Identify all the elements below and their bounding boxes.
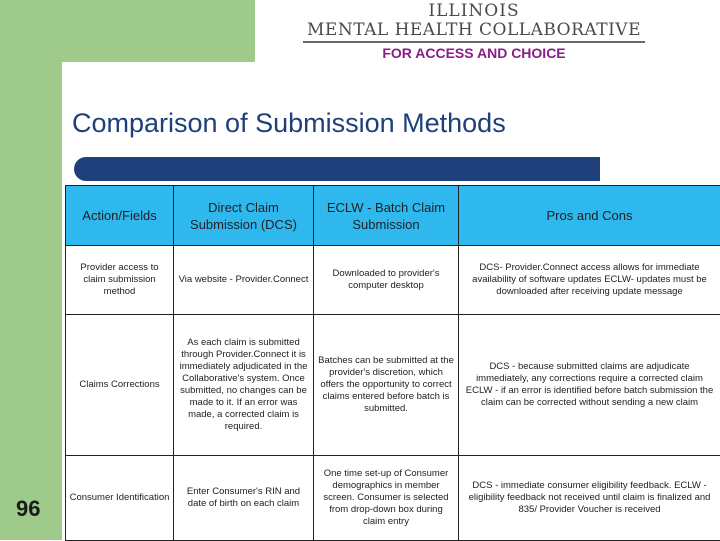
row-label: Claims Corrections	[66, 315, 174, 456]
header-dcs: Direct Claim Submission (DCS)	[174, 186, 314, 246]
table-row	[66, 246, 720, 315]
logo-line-2: MENTAL HEALTH COLLABORATIVE	[303, 20, 645, 43]
organization-logo	[298, 2, 650, 64]
top-green-band	[0, 0, 255, 62]
dcs-cell: Via website - Provider.Connect	[174, 246, 314, 315]
header-eclw: ECLW - Batch Claim Submission	[314, 186, 459, 246]
eclw-cell: One time set-up of Consumer demographics in member screen. Consumer is selected from drop-down box during claim entry	[314, 456, 459, 541]
table-header-row	[66, 186, 720, 246]
row-label: Provider access to claim submission method	[66, 246, 174, 315]
comparison-table	[65, 185, 720, 541]
eclw-cell: Batches can be submitted at the provider's discretion, which offers the opportunity to correct claims entered before batch is submitted.	[314, 315, 459, 456]
table-row	[66, 315, 720, 456]
dcs-cell: As each claim is submitted through Provider.Connect it is immediately adjudicated in the Collaborative's system. Once submitted, no changes can be made to it. If an error was made, a corrected claim is required.	[174, 315, 314, 456]
page-number: 96	[16, 496, 40, 522]
table-row	[66, 456, 720, 541]
title-underline-bar	[74, 157, 600, 181]
header-action-fields: Action/Fields	[66, 186, 174, 246]
pros-cons-cell: DCS- Provider.Connect access allows for immediate availability of software updates ECLW- updates must be downloaded after receiving update message	[459, 246, 720, 315]
logo-tagline: FOR ACCESS AND CHOICE	[298, 45, 650, 61]
left-green-band	[0, 0, 62, 540]
logo-line-1: ILLINOIS	[298, 2, 650, 20]
eclw-cell: Downloaded to provider's computer desktop	[314, 246, 459, 315]
slide-title: Comparison of Submission Methods	[72, 108, 506, 139]
pros-cons-cell: DCS - immediate consumer eligibility feedback. ECLW - eligibility feedback not received until claim is finalized and 835/ Provider Voucher is received	[459, 456, 720, 541]
header-pros-cons: Pros and Cons	[459, 186, 720, 246]
row-label: Consumer Identification	[66, 456, 174, 541]
dcs-cell: Enter Consumer's RIN and date of birth on each claim	[174, 456, 314, 541]
pros-cons-cell: DCS - because submitted claims are adjudicate immediately, any corrections require a corrected claim ECLW - if an error is identified before batch submission the claim can be corrected without sending a new claim	[459, 315, 720, 456]
